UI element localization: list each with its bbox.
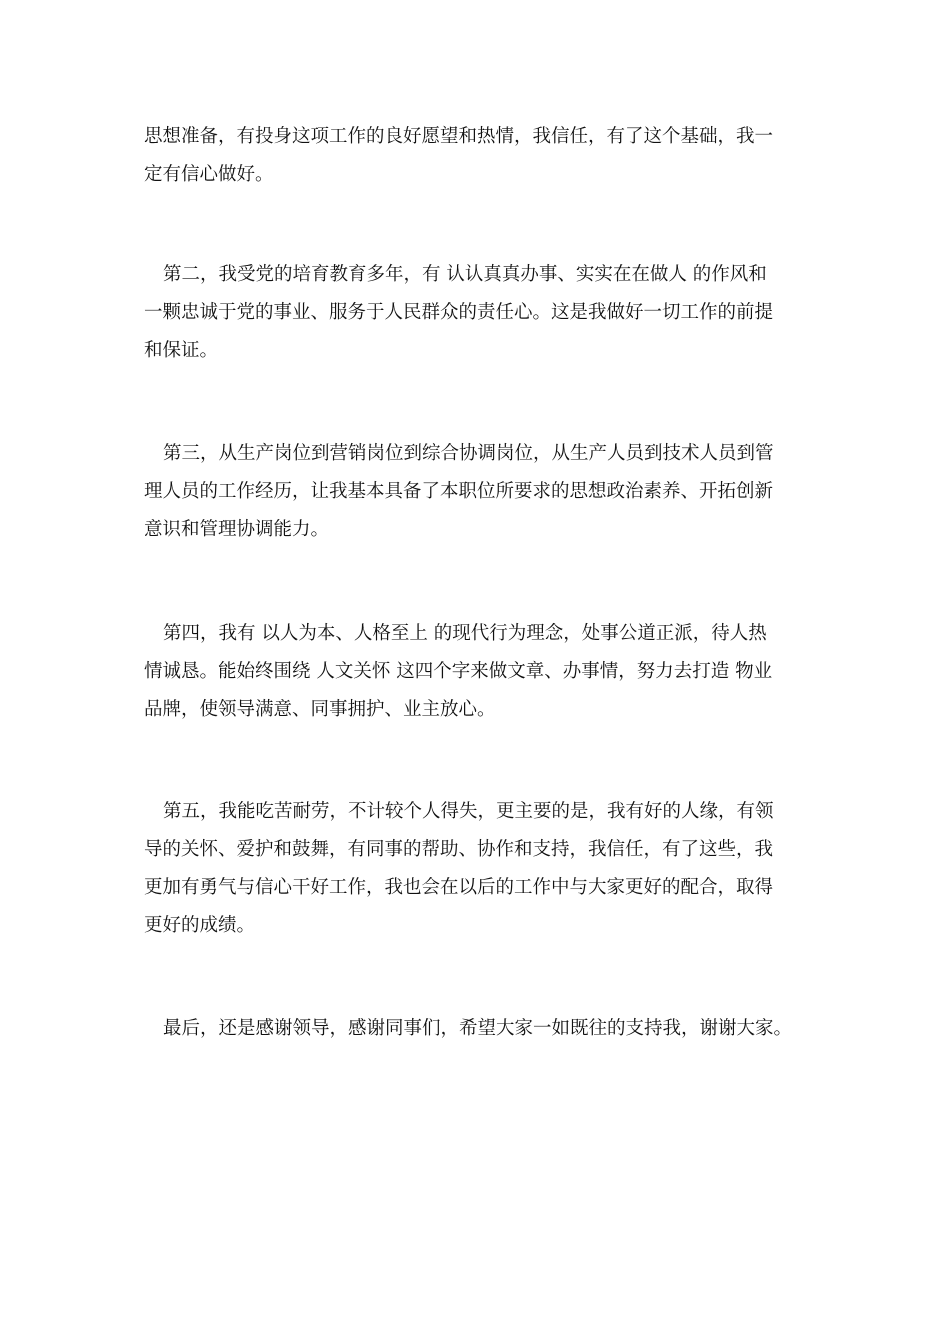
- text-line: 意识和管理协调能力。: [144, 519, 330, 540]
- text-line: 第三，从生产岗位到营销岗位到综合协调岗位，从生产人员到技术人员到管: [163, 443, 774, 464]
- text-line: 定有信心做好。: [144, 164, 274, 185]
- text-line: 更好的成绩。: [144, 915, 256, 936]
- text-line: 情诚恳。能始终围绕 人文关怀 这四个字来做文章、办事情，努力去打造 物业: [144, 661, 773, 682]
- paragraph-second: [144, 256, 806, 370]
- paragraph-third: [144, 435, 806, 549]
- paragraph-fifth: [144, 793, 806, 945]
- text-line: 第五，我能吃苦耐劳，不计较个人得失，更主要的是，我有好的人缘，有领: [163, 801, 774, 822]
- text-line: 和保证。: [144, 340, 219, 361]
- paragraph-closing: [144, 1010, 806, 1048]
- text-line: 品牌，使领导满意、同事拥护、业主放心。: [144, 699, 496, 720]
- text-line: 一颗忠诚于党的事业、服务于人民群众的责任心。这是我做好一切工作的前提: [144, 302, 774, 323]
- paragraph-continuation: [144, 118, 806, 194]
- text-line: 导的关怀、爱护和鼓舞，有同事的帮助、协作和支持，我信任，有了这些，我: [144, 839, 774, 860]
- paragraph-fourth: [144, 615, 806, 729]
- text-line: 第四，我有 以人为本、人格至上 的现代行为理念，处事公道正派，待人热: [163, 623, 767, 644]
- text-line: 思想准备，有投身这项工作的良好愿望和热情，我信任，有了这个基础，我一: [144, 126, 774, 147]
- text-line: 最后，还是感谢领导，感谢同事们，希望大家一如既往的支持我，谢谢大家。: [163, 1018, 793, 1039]
- text-line: 更加有勇气与信心干好工作，我也会在以后的工作中与大家更好的配合，取得: [144, 877, 774, 898]
- text-line: 理人员的工作经历，让我基本具备了本职位所要求的思想政治素养、开拓创新: [144, 481, 774, 502]
- text-line: 第二，我受党的培育教育多年，有 认认真真办事、实实在在做人 的作风和: [163, 264, 767, 285]
